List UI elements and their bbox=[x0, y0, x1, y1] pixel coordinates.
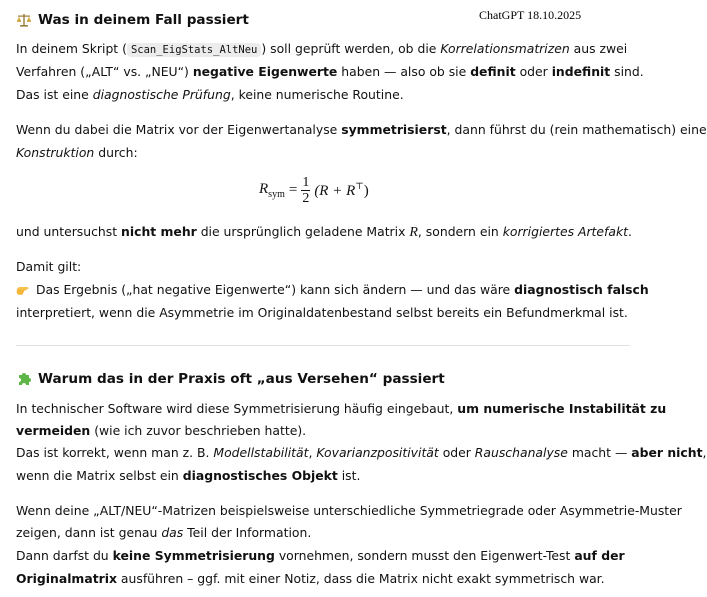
s1-p1-line1: In deinem Skript ( Scan_EigStats_AltNeu ) soll geprüft werden, ob die Korrelationsmatrizen aus zwei bbox=[16, 41, 628, 56]
s2-p1-line4: wenn die Matrix selbst ein diagnostisches Objekt ist. bbox=[16, 468, 361, 483]
s1-p1-line3: Das ist eine diagnostische Prüfung, keine numerische Routine. bbox=[16, 87, 404, 102]
section-heading-2 bbox=[16, 371, 445, 387]
s2-p1-line3: Das ist korrekt, wenn man z. B. Modellstabilität, Kovarianzpositivität oder Rauschanalyse macht — aber nicht, bbox=[16, 445, 707, 460]
s1-p1-line2: Verfahren („ALT“ vs. „NEU“) negative Eigenwerte haben — also ob sie definit oder indefinit sind. bbox=[16, 64, 644, 79]
symmetrization-formula: $R_{sym}$ = $\frac{1}{2}$ (R + R⊤) bbox=[259, 175, 369, 206]
pointing-hand-icon bbox=[16, 281, 32, 297]
section-heading-2-text: Warum das in der Praxis oft „aus Versehen“ passiert bbox=[38, 371, 445, 387]
script-name-code: Scan_EigStats_AltNeu bbox=[127, 43, 261, 57]
s2-p2-line2: zeigen, dann ist genau das Teil der Information. bbox=[16, 525, 312, 540]
s2-p2-line3: Dann darfst du keine Symmetrisierung vornehmen, sondern musst den Eigenwert-Test auf der bbox=[16, 548, 625, 563]
s2-p2-line4: Originalmatrix ausführen – ggf. mit einer Notiz, dass die Matrix nicht exakt symmetrisch war. bbox=[16, 571, 605, 586]
s1-p4-line3: interpretiert, wenn die Asymmetrie im Originaldatenbestand selbst bereits ein Befundmerkmal ist. bbox=[16, 305, 628, 320]
section-heading-1-text: Was in deinem Fall passiert bbox=[38, 12, 249, 28]
s2-p2-line1: Wenn deine „ALT/NEU“-Matrizen beispielsweise unterschiedliche Symmetriegrade oder Asymmetrie-Muster bbox=[16, 503, 682, 518]
s1-p2-line1: Wenn du dabei die Matrix vor der Eigenwertanalyse symmetrisierst, dann führst du (rein mathematisch) eine bbox=[16, 122, 707, 137]
date-stamp: ChatGPT 18.10.2025 bbox=[479, 8, 582, 22]
section-heading-1 bbox=[16, 12, 249, 28]
balance-scale-icon bbox=[16, 12, 32, 28]
s2-p1-line1: In technischer Software wird diese Symmetrisierung häufig eingebaut, um numerische Instabilität zu bbox=[16, 401, 667, 416]
puzzle-piece-icon bbox=[16, 371, 32, 387]
s1-p3: und untersuchst nicht mehr die ursprünglich geladene Matrix R, sondern ein korrigiertes Artefakt. bbox=[16, 224, 632, 240]
s2-p1-line2: vermeiden (wie ich zuvor beschrieben hatte). bbox=[16, 423, 307, 438]
s1-p4-line2: Das Ergebnis („hat negative Eigenwerte“) kann sich ändern — und das wäre diagnostisch falsch bbox=[16, 281, 649, 299]
s1-p4-line1: Damit gilt: bbox=[16, 259, 82, 274]
section-divider bbox=[16, 345, 630, 346]
s1-p2-line2: Konstruktion durch: bbox=[16, 145, 138, 160]
